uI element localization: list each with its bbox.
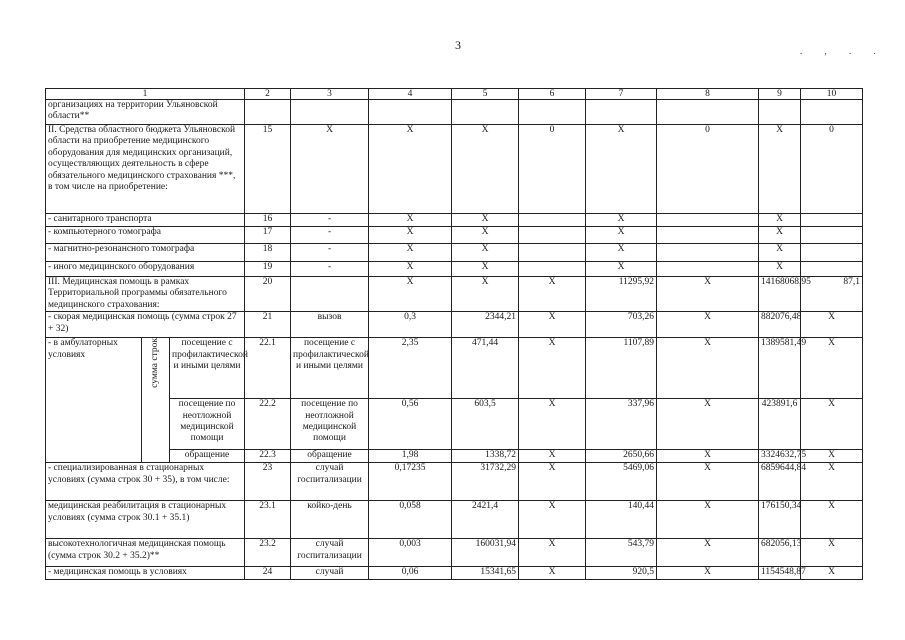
cell-value: X — [657, 338, 759, 399]
cell-value: X — [452, 262, 519, 277]
col-header-6: 6 — [519, 89, 586, 100]
cell-value: 176150,34 — [759, 501, 801, 539]
cell-value: X — [657, 539, 759, 567]
cell-value: 2,35 — [369, 338, 452, 399]
cell-value: X — [657, 463, 759, 501]
cell-value: X — [452, 214, 519, 227]
cell-value: X — [801, 312, 863, 338]
cell-value: X — [759, 227, 801, 244]
row-label: II. Средства областного бюджета Ульяновской области на приобретение медицинского оборудования для медицинских организаций, осуществляющих деятельность в сфере обязательного медицинского страхования ***, в том числе на приобретение: — [46, 125, 245, 214]
cell-value: 1154548,87 — [759, 567, 801, 580]
table-row — [46, 567, 863, 580]
cell-row-number: 17 — [245, 227, 291, 244]
cell-value: 2650,66 — [586, 450, 657, 463]
table-row — [46, 277, 863, 312]
cell-row-number: 21 — [245, 312, 291, 338]
cell-value: X — [801, 539, 863, 567]
cell-value: X — [452, 227, 519, 244]
col-header-7: 7 — [586, 89, 657, 100]
col-header-2: 2 — [245, 89, 291, 100]
cell-value: 140,44 — [586, 501, 657, 539]
cell-value: 1107,89 — [586, 338, 657, 399]
row-label: - иного медицинского оборудования — [46, 262, 245, 277]
cell-value: X — [519, 277, 586, 312]
cell-unit: обращение — [291, 450, 369, 463]
cell-value: X — [657, 399, 759, 450]
cell-value: 0,56 — [369, 399, 452, 450]
cell-row-number: 22.3 — [245, 450, 291, 463]
cell-unit: - — [291, 227, 369, 244]
table-row — [46, 463, 863, 501]
table-row — [46, 244, 863, 262]
cell-row-number: 23 — [245, 463, 291, 501]
cell-value: 2421,4 — [452, 501, 519, 539]
row-label: - компьютерного томографа — [46, 227, 245, 244]
cell-unit: посещение по неотложной медицинской помощи — [291, 399, 369, 450]
cell-value: 471,44 — [452, 338, 519, 399]
cell-value: X — [801, 338, 863, 399]
sub-label: обращение — [170, 450, 245, 463]
cell-row-number: 23.1 — [245, 501, 291, 539]
cell-value: X — [657, 501, 759, 539]
cell-value: 11295,92 — [586, 277, 657, 312]
cell-unit: - — [291, 244, 369, 262]
col-header-1: 1 — [46, 89, 245, 100]
cell-value: 1,98 — [369, 450, 452, 463]
cell-value: 603,5 — [452, 399, 519, 450]
cell-value: X — [586, 227, 657, 244]
cell-value: X — [369, 214, 452, 227]
cell-row-number: 15 — [245, 125, 291, 214]
cell-value: X — [369, 244, 452, 262]
side-label-text: сумма строк — [150, 338, 160, 389]
cell-unit: - — [291, 262, 369, 277]
row-label: - медицинская помощь в условиях — [46, 567, 245, 580]
cell-row-number: 22.2 — [245, 399, 291, 450]
col-header-10: 10 — [801, 89, 863, 100]
cell-value: X — [519, 399, 586, 450]
cell-unit: вызов — [291, 312, 369, 338]
cell-value: X — [452, 125, 519, 214]
cell-unit: случай госпитализации — [291, 539, 369, 567]
cell-value: 0,058 — [369, 501, 452, 539]
col-header-9: 9 — [759, 89, 801, 100]
cell-value: X — [801, 463, 863, 501]
cell-value: 3324632,75 — [759, 450, 801, 463]
cell-value: X — [801, 501, 863, 539]
side-label — [142, 338, 170, 463]
row-label: - в амбулаторных условиях — [46, 338, 142, 463]
cell-row-number: 23.2 — [245, 539, 291, 567]
cell-unit: посещение с профилактической и иными целями — [291, 338, 369, 399]
row-label: - санитарного транспорта — [46, 214, 245, 227]
cell-value: 543,79 — [586, 539, 657, 567]
cell-unit: X — [291, 125, 369, 214]
cell-unit: случай — [291, 567, 369, 580]
cell-value: 423891,6 — [759, 399, 801, 450]
col-header-4: 4 — [369, 89, 452, 100]
row-label: - скорая медицинская помощь (сумма строк 27 + 32) — [46, 312, 245, 338]
cell-value: X — [586, 125, 657, 214]
table-row — [46, 214, 863, 227]
cell-value: 6859644,84 — [759, 463, 801, 501]
page-number: 3 — [455, 38, 461, 52]
cell-row-number: 19 — [245, 262, 291, 277]
cell-row-number: 20 — [245, 277, 291, 312]
cell-value: 682056,13 — [759, 539, 801, 567]
cell-value: X — [519, 567, 586, 580]
cell-value: 0 — [519, 125, 586, 214]
cell-value: X — [452, 244, 519, 262]
cell-value: 0 — [801, 125, 863, 214]
cell-value: X — [759, 125, 801, 214]
table-row — [46, 501, 863, 539]
cell-unit: койко-день — [291, 501, 369, 539]
cell-row-number: 18 — [245, 244, 291, 262]
cell-value: X — [586, 214, 657, 227]
cell-value: 1389581,49 — [759, 338, 801, 399]
cell-value: 31732,29 — [452, 463, 519, 501]
cell-value: 0,17235 — [369, 463, 452, 501]
column-number-row — [46, 89, 863, 100]
cell-value: 703,26 — [586, 312, 657, 338]
table-row — [46, 100, 863, 125]
cell-value: 5469,06 — [586, 463, 657, 501]
cell-value: X — [369, 262, 452, 277]
cell-value: X — [369, 227, 452, 244]
cell-row-number: 22.1 — [245, 338, 291, 399]
cell-value: X — [586, 244, 657, 262]
cell-value: X — [369, 125, 452, 214]
table-row — [46, 312, 863, 338]
sub-label: посещение по неотложной медицинской помощи — [170, 399, 245, 450]
cell-value: X — [759, 262, 801, 277]
cell-value: 0 — [657, 125, 759, 214]
cell-value: X — [586, 262, 657, 277]
cell-value: X — [452, 277, 519, 312]
cell-value: X — [519, 539, 586, 567]
cell-value: 0,003 — [369, 539, 452, 567]
cell-value: X — [759, 244, 801, 262]
cell-value: 14168068,95 — [759, 277, 801, 312]
cell-value: 15341,65 — [452, 567, 519, 580]
cell-value: X — [759, 214, 801, 227]
cell-value: 1338,72 — [452, 450, 519, 463]
cell-unit: - — [291, 214, 369, 227]
cell-value: 0,3 — [369, 312, 452, 338]
col-header-8: 8 — [657, 89, 759, 100]
row-label: - магнитно-резонансного томографа — [46, 244, 245, 262]
cell-value: X — [657, 450, 759, 463]
cell-value: X — [519, 501, 586, 539]
corner-marks: . , . . — [800, 46, 886, 56]
cell-row-number: 24 — [245, 567, 291, 580]
table-row — [46, 338, 863, 399]
cell-unit: случай госпитализации — [291, 463, 369, 501]
cell-value: 2344,21 — [452, 312, 519, 338]
sub-label: посещение с профилактической и иными целями — [170, 338, 245, 399]
table-row — [46, 227, 863, 244]
table-row — [46, 125, 863, 214]
table-row — [46, 539, 863, 567]
cell-value: X — [801, 450, 863, 463]
cell-value: X — [657, 277, 759, 312]
cell-value: X — [519, 312, 586, 338]
cell-value: X — [519, 450, 586, 463]
cell-value: X — [657, 567, 759, 580]
cell-value: 337,96 — [586, 399, 657, 450]
row-label: высокотехнологичная медицинская помощь (сумма строк 30.2 + 35.2)** — [46, 539, 245, 567]
row-label: медицинская реабилитация в стационарных условиях (сумма строк 30.1 + 35.1) — [46, 501, 245, 539]
cell-value: 882076,48 — [759, 312, 801, 338]
table-row — [46, 262, 863, 277]
cell-value: 920,5 — [586, 567, 657, 580]
cell-value: X — [801, 567, 863, 580]
funding-table — [45, 88, 863, 580]
cell-value: X — [369, 277, 452, 312]
cell-value: X — [657, 312, 759, 338]
cell-row-number: 16 — [245, 214, 291, 227]
cell-value: 0,06 — [369, 567, 452, 580]
col-header-3: 3 — [291, 89, 369, 100]
cell-value: 87,1 — [801, 277, 863, 312]
row-label: организациях на территории Ульяновской области** — [46, 100, 245, 125]
cell-value: X — [801, 399, 863, 450]
row-label: - специализированная в стационарных условиях (сумма строк 30 + 35), в том числе: — [46, 463, 245, 501]
col-header-5: 5 — [452, 89, 519, 100]
cell-value: 160031,94 — [452, 539, 519, 567]
cell-value: X — [519, 338, 586, 399]
cell-value: X — [519, 463, 586, 501]
row-label: III. Медицинская помощь в рамках Территориальной программы обязательного медицинского страхования: — [46, 277, 245, 312]
